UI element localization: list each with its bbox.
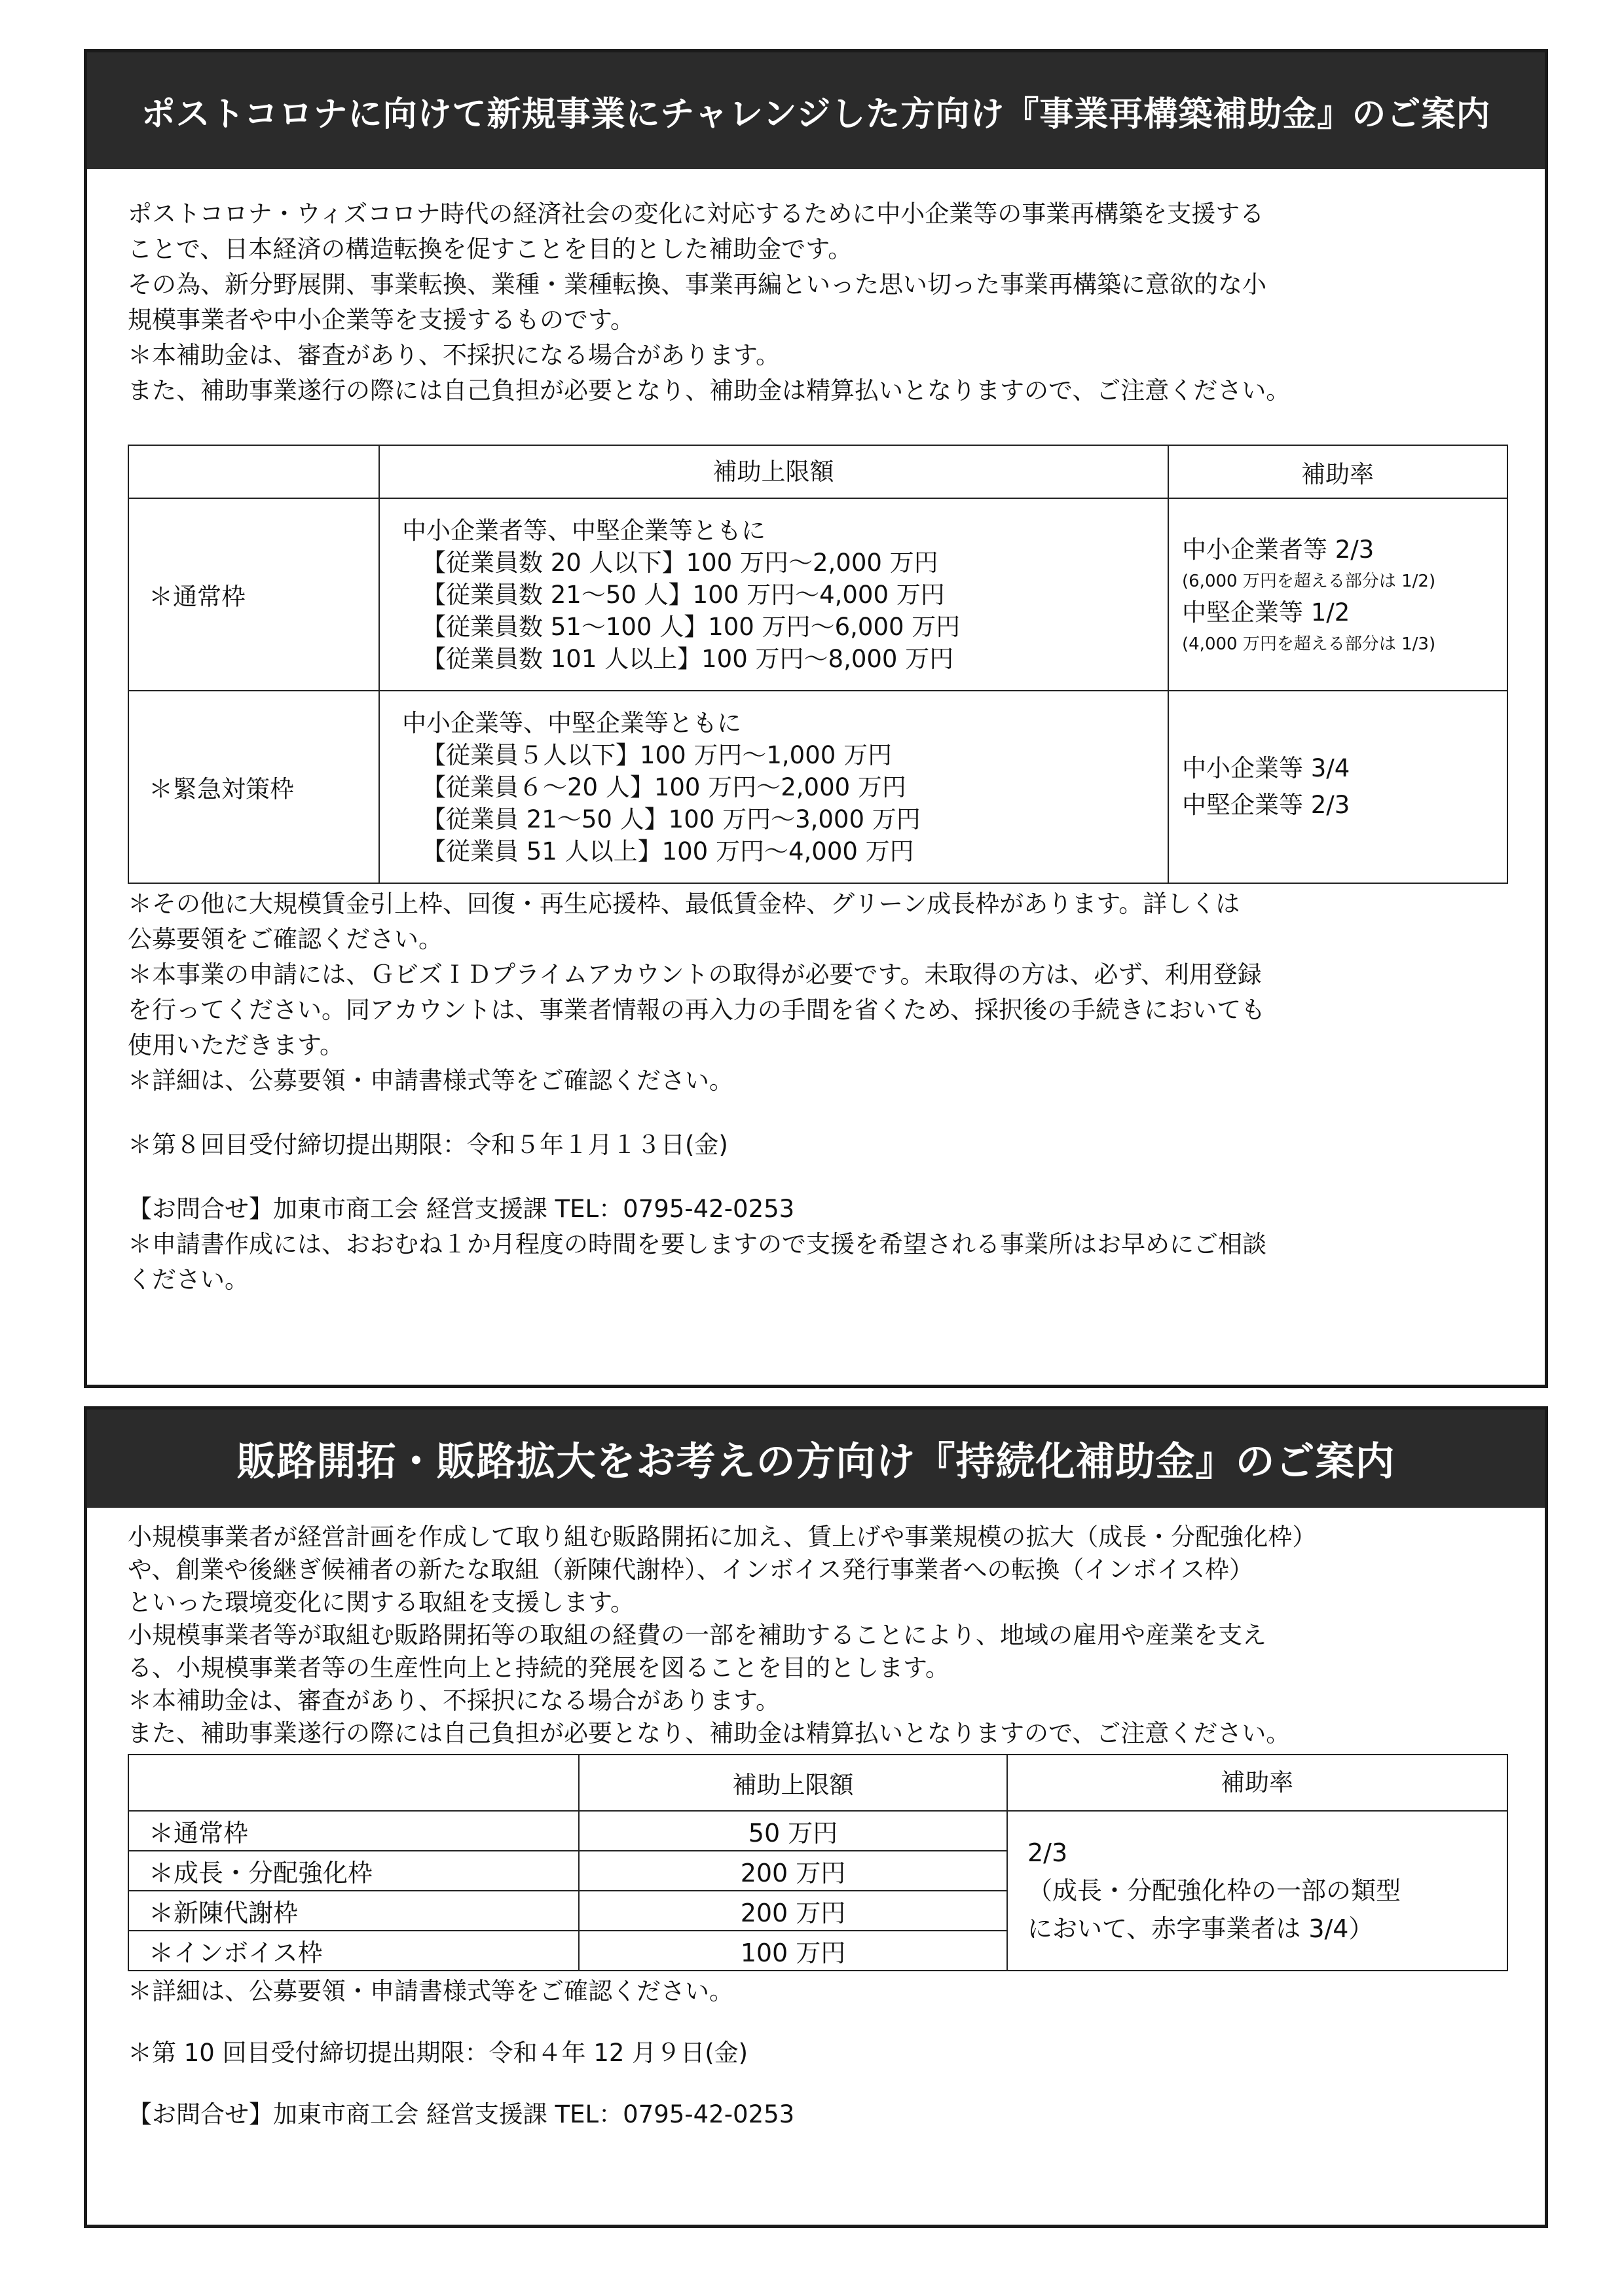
table-row xyxy=(128,1811,1507,1851)
row-rate: 中小企業等 3/4 中堅企業等 2/3 xyxy=(1168,691,1507,883)
subsidy-table xyxy=(128,445,1508,884)
contact-text: 【お問合せ】加東市商工会 経営支援課 TEL：0795-42-0253 xyxy=(128,2100,795,2128)
row-name: ＊新陳代謝枠 xyxy=(128,1891,579,1931)
deadline-text: ＊第 10 回目受付締切提出期限：令和４年 12 月９日(金) xyxy=(128,2039,748,2067)
rate-cell: 2/3 （成長・分配強化枠の一部の類型 において、赤字事業者は 3/4） xyxy=(1007,1811,1507,1971)
table-row xyxy=(128,691,1507,883)
table-header-row xyxy=(128,445,1507,498)
row-limit: 200 万円 xyxy=(579,1851,1007,1891)
section-business-restructuring xyxy=(84,49,1548,1388)
section-title: 販路開拓・販路拡大をお考えの方向け『持続化補助金』のご案内 xyxy=(87,1410,1545,1508)
deadline-text: ＊第８回目受付締切提出期限：令和５年１月１３日(金) xyxy=(128,1131,728,1159)
row-rate: 中小企業者等 2/3 (6,000 万円を超える部分は 1/2) 中堅企業等 1/2 (4,000 万円を超える部分は 1/3) xyxy=(1168,498,1507,691)
notes-text: ＊その他に大規模賃金引上枠、回復・再生応援枠、最低賃金枠、グリーン成長枠があります。詳しくは 公募要領をご確認ください。 ＊本事業の申請には、ＧビズＩＤプライムアカウントの取得が必要です。未取得の方は、必ず、利用登録 を行ってください。同アカウントは、事業者情報の再入力の手間を省くため、採択後の手続きにおいても 使用いただきます。 ＊詳細は、公募要領・申請書様式等をご確認ください。 xyxy=(128,890,1266,1095)
header-rate: 補助率 xyxy=(1007,1755,1507,1811)
header-limit: 補助上限額 xyxy=(379,445,1168,498)
section-sustainability-subsidy xyxy=(84,1406,1548,2228)
row-name: ＊通常枠 xyxy=(128,1811,579,1851)
row-limit: 200 万円 xyxy=(579,1891,1007,1931)
header-limit: 補助上限額 xyxy=(579,1755,1007,1811)
row-name: ＊緊急対策枠 xyxy=(128,691,379,883)
table-row xyxy=(128,498,1507,691)
row-limit: 100 万円 xyxy=(579,1931,1007,1971)
row-name: ＊インボイス枠 xyxy=(128,1931,579,1971)
intro-text: ポストコロナ・ウィズコロナ時代の経済社会の変化に対応するために中小企業等の事業再構築を支援する ことで、日本経済の構造転換を促すことを目的とした補助金です。 その為、新分野展開、事業転換、業種・業種転換、事業再編といった思い切った事業再構築に意欲的な小 規模事業者や中小企業等を支援するものです。 ＊本補助金は、審査があり、不採択になる場合があります。 また、補助事業遂行の際には自己負担が必要となり、補助金は精算払いとなりますので、ご注意ください。 xyxy=(128,200,1291,405)
row-name: ＊成長・分配強化枠 xyxy=(128,1851,579,1891)
row-name: ＊通常枠 xyxy=(128,498,379,691)
intro-text: 小規模事業者が経営計画を作成して取り組む販路開拓に加え、賃上げや事業規模の拡大（成長・分配強化枠） や、創業や後継ぎ候補者の新たな取組（新陳代謝枠）、インボイス発行事業者への転換（インボイス枠） といった環境変化に関する取組を支援します。 小規模事業者等が取組む販路開拓等の取組の経費の一部を補助することにより、地域の雇用や産業を支え る、小規模事業者等の生産性向上と持続的発展を図ることを目的とします。 ＊本補助金は、審査があり、不採択になる場合があります。 また、補助事業遂行の際には自己負担が必要となり、補助金は精算払いとなりますので、ご注意ください。 xyxy=(128,1523,1317,1747)
row-limit: 50 万円 xyxy=(579,1811,1007,1851)
header-rate: 補助率 xyxy=(1168,445,1507,498)
subsidy-table xyxy=(128,1754,1508,1971)
notes-text: ＊詳細は、公募要領・申請書様式等をご確認ください。 xyxy=(128,1977,733,2005)
contact-text: 【お問合せ】加東市商工会 経営支援課 TEL：0795-42-0253 ＊申請書作成には、おおむね１か月程度の時間を要しますので支援を希望される事業所はお早めにご相談 ください。 xyxy=(128,1195,1266,1294)
row-limit: 中小企業等、中堅企業等ともに 【従業員５人以下】100 万円～1,000 万円 【従業員６～20 人】100 万円～2,000 万円 【従業員 21～50 人】100 万円～3,000 万円 【従業員 51 人以上】100 万円～4,000 万円 xyxy=(379,691,1168,883)
section-title: ポストコロナに向けて新規事業にチャレンジした方向け『事業再構築補助金』のご案内 xyxy=(87,52,1545,169)
table-header-row xyxy=(128,1755,1507,1811)
row-limit: 中小企業者等、中堅企業等ともに 【従業員数 20 人以下】100 万円～2,000 万円 【従業員数 21～50 人】100 万円～4,000 万円 【従業員数 51～100 人】100 万円～6,000 万円 【従業員数 101 人以上】100 万円～8,000 万円 xyxy=(379,498,1168,691)
